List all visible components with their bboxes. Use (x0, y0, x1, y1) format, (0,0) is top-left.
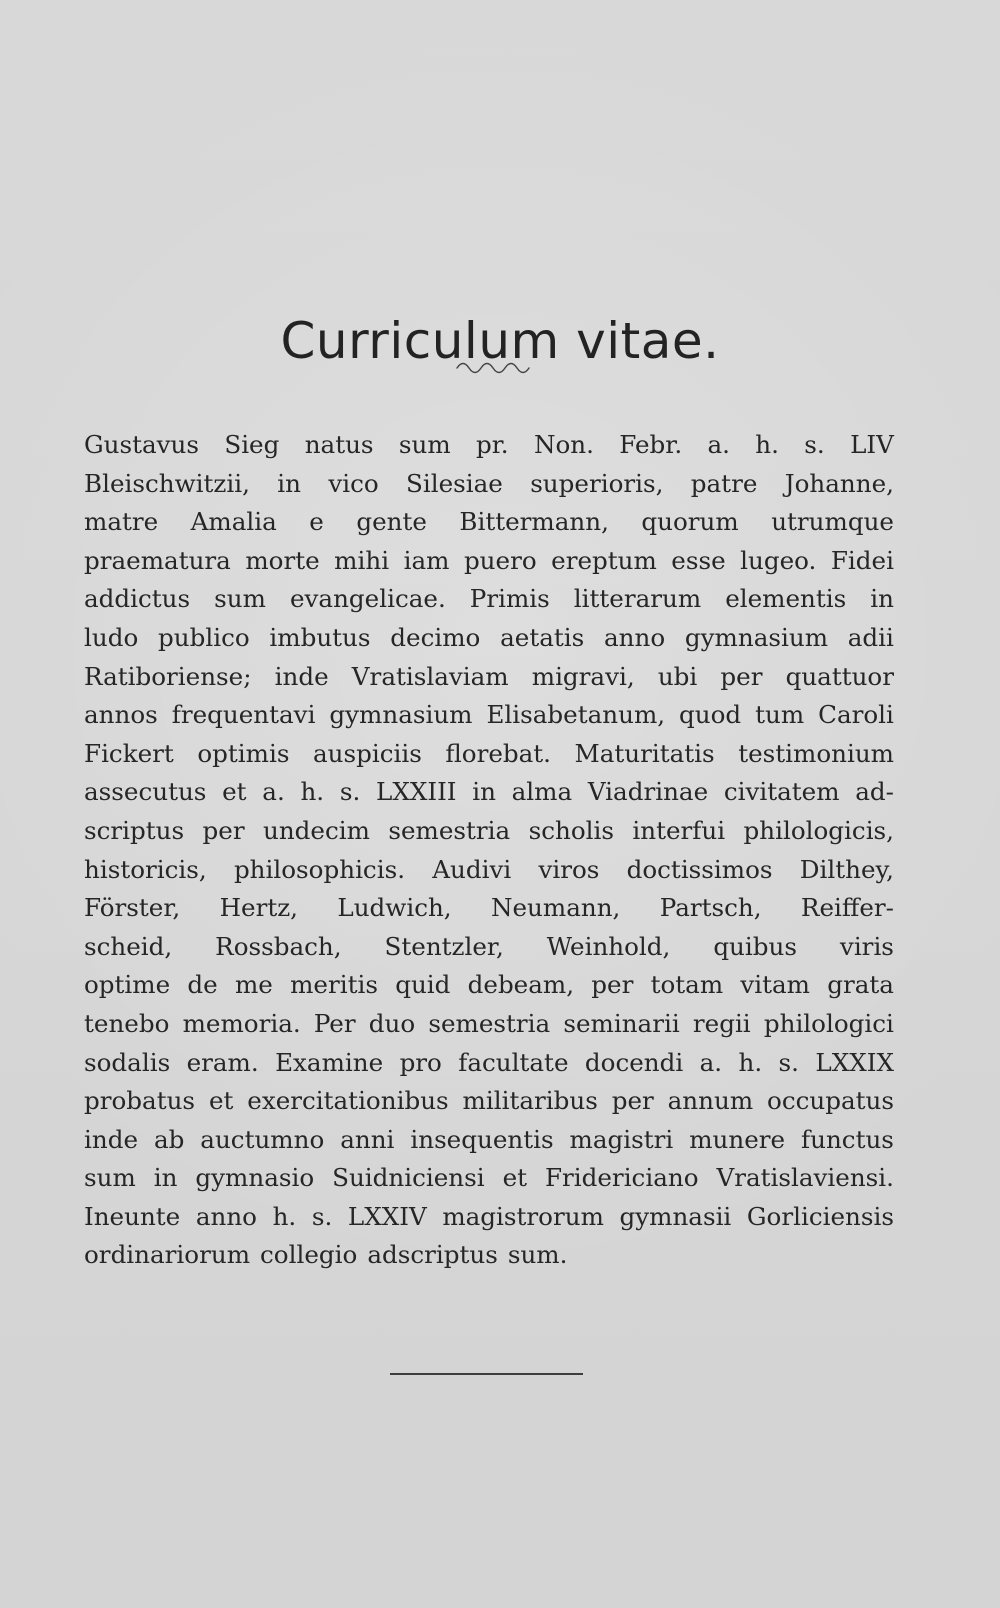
text-word: sum (214, 584, 266, 614)
text-word: per (202, 815, 245, 845)
text-word: Ludwich, (337, 893, 452, 923)
text-word: sum. (507, 1240, 568, 1270)
text-line (84, 1082, 894, 1121)
text-word: doctissimos (626, 854, 773, 884)
text-word: assecutus (84, 777, 207, 807)
text-word: Sieg (224, 430, 280, 459)
text-word: philologicis, (743, 815, 894, 845)
text-word: e (309, 507, 324, 537)
text-word: superioris, (530, 468, 664, 498)
text-word: semestria (428, 1008, 551, 1038)
text-word: per (611, 1086, 654, 1116)
text-word: vitam (740, 970, 811, 1000)
text-word: quattuor (785, 661, 894, 691)
text-word: Johanne, (784, 468, 894, 498)
text-word: h. (272, 1201, 297, 1231)
text-word: facultate (458, 1047, 569, 1077)
text-word: probatus (84, 1086, 196, 1116)
text-word: praematura (84, 545, 231, 575)
text-word: h. (300, 777, 325, 807)
page-title: Curriculum vitae. (280, 311, 720, 370)
text-word: Febr. (619, 430, 683, 459)
text-word: ludo (84, 622, 139, 652)
text-word: duo (368, 1008, 416, 1038)
text-line (84, 426, 894, 465)
text-word: per (720, 661, 763, 691)
text-word: h. (755, 430, 779, 459)
text-word: interfui (632, 815, 726, 845)
text-word: LIV (850, 430, 894, 459)
text-word: auspiciis (312, 738, 422, 768)
text-word: lugeo. (740, 545, 817, 575)
text-word: Viadrinae (587, 777, 709, 807)
text-word: totam (650, 970, 724, 1000)
text-word: anno (604, 622, 666, 652)
text-word: scriptus (84, 815, 185, 845)
text-word: Weinhold, (546, 931, 671, 961)
text-word: regii (692, 1008, 751, 1038)
text-word: Suidniciensi (332, 1163, 485, 1193)
text-line (84, 966, 894, 1005)
text-word: ad- (855, 777, 894, 807)
text-line (84, 542, 894, 581)
text-word: per (591, 970, 634, 1000)
text-word: a. (699, 1047, 723, 1077)
text-word: in (277, 468, 301, 498)
text-word: ereptum (551, 545, 657, 575)
text-word: anno (195, 1201, 257, 1231)
footer-rule (390, 1373, 583, 1375)
text-line (84, 735, 894, 774)
text-word: testimonium (738, 738, 894, 768)
text-word: insequentis (410, 1124, 554, 1154)
text-line (84, 619, 894, 658)
text-word: florebat. (445, 738, 552, 768)
text-word: Caroli (818, 700, 894, 730)
text-word: civitatem (723, 777, 840, 807)
text-word: in (153, 1163, 178, 1193)
text-word: Förster, (84, 893, 181, 923)
text-word: munere (689, 1124, 786, 1154)
text-word: Gorliciensis (746, 1201, 894, 1231)
text-word: Amalia (190, 507, 277, 537)
text-word: mihi (334, 545, 390, 575)
text-word: frequentavi (171, 700, 316, 730)
text-word: aetatis (500, 622, 585, 652)
text-word: optimis (197, 738, 290, 768)
text-word: Fickert (84, 738, 174, 768)
text-word: et (208, 1086, 234, 1116)
text-word: functus (801, 1124, 894, 1154)
text-word: optime (84, 970, 171, 1000)
text-word: occupatus (767, 1086, 894, 1116)
text-word: inde (274, 661, 329, 691)
text-word: pro (399, 1047, 442, 1077)
text-word: sum (84, 1163, 136, 1193)
text-line (84, 928, 894, 967)
text-line (84, 696, 894, 735)
text-word: magistri (569, 1124, 674, 1154)
text-word: philosophicis. (233, 854, 406, 884)
text-word: Per (313, 1008, 356, 1038)
text-word: sum (398, 430, 451, 459)
text-word: et (502, 1163, 528, 1193)
text-word: migravi, (531, 661, 635, 691)
text-word: inde (84, 1124, 139, 1154)
text-word: evangelicae. (289, 584, 446, 614)
text-word: LXXIX (815, 1047, 894, 1077)
text-word: vico (328, 468, 379, 498)
text-word: utrumque (771, 507, 894, 537)
text-word: Ratiboriense; (84, 661, 252, 691)
text-word: matre (84, 507, 159, 537)
text-word: pr. (476, 430, 509, 459)
text-word: exercitationibus (247, 1086, 449, 1116)
text-word: Vratislaviam (351, 661, 509, 691)
text-word: elementis (725, 584, 847, 614)
text-word: patre (690, 468, 758, 498)
text-word: in (472, 777, 496, 807)
text-word: adii (847, 622, 894, 652)
text-word: seminarii (563, 1008, 680, 1038)
text-word: anni (340, 1124, 395, 1154)
text-word: gymnasium (329, 700, 473, 730)
text-word: Examine (275, 1047, 384, 1077)
text-word: litterarum (573, 584, 702, 614)
text-line (84, 503, 894, 542)
text-word: s. (804, 430, 825, 459)
text-word: viros (538, 854, 600, 884)
text-word: s. (311, 1201, 333, 1231)
text-word: ordinariorum (84, 1240, 251, 1270)
text-line (84, 1159, 894, 1198)
text-word: Gustavus (84, 430, 200, 459)
text-word: Primis (469, 584, 550, 614)
text-word: sodalis (84, 1047, 171, 1077)
text-word: gymnasium (684, 622, 829, 652)
ornament-flourish (455, 358, 535, 376)
text-line (84, 851, 894, 890)
text-line (84, 1044, 894, 1083)
text-word: alma (511, 777, 573, 807)
text-word: Neumann, (490, 893, 621, 923)
text-word: Silesiae (406, 468, 503, 498)
text-word: Audivi (432, 854, 512, 884)
text-word: esse (671, 545, 726, 575)
text-line (84, 812, 894, 851)
text-word: Vratislaviensi. (716, 1163, 894, 1193)
text-word: a. (262, 777, 285, 807)
text-word: meritis (290, 970, 378, 1000)
text-word: ubi (657, 661, 698, 691)
text-word: ab (153, 1124, 185, 1154)
text-line (84, 465, 894, 504)
text-word: Dilthey, (799, 854, 894, 884)
text-word: quod (679, 700, 742, 730)
text-word: Stentzler, (384, 931, 504, 961)
text-line (84, 1005, 894, 1044)
text-word: eram. (186, 1047, 259, 1077)
text-word: me (234, 970, 273, 1000)
text-word: scholis (528, 815, 614, 845)
text-word: LXXIII (376, 777, 457, 807)
text-word: tum (755, 700, 805, 730)
text-word: auctumno (200, 1124, 325, 1154)
text-word: Maturitatis (574, 738, 715, 768)
text-word: s. (778, 1047, 799, 1077)
text-word: gente (356, 507, 427, 537)
text-word: Non. (533, 430, 594, 459)
text-word: undecim (262, 815, 370, 845)
text-word: Fidei (830, 545, 894, 575)
text-line (84, 1198, 894, 1237)
text-word: Reiffer- (800, 893, 894, 923)
text-word: Fridericiano (544, 1163, 699, 1193)
text-line (84, 580, 894, 619)
text-word: Hertz, (219, 893, 298, 923)
text-word: semestria (388, 815, 511, 845)
text-word: docendi (584, 1047, 684, 1077)
text-word: annos (84, 700, 158, 730)
text-line (84, 1236, 894, 1275)
text-word: decimo (390, 622, 481, 652)
text-word: morte (245, 545, 320, 575)
text-word: publico (158, 622, 250, 652)
text-word: Elisabetanum, (486, 700, 666, 730)
text-word: tenebo (84, 1008, 170, 1038)
text-word: viris (839, 931, 894, 961)
text-word: in (870, 584, 894, 614)
text-word: grata (827, 970, 894, 1000)
text-word: addictus (84, 584, 191, 614)
text-line (84, 658, 894, 697)
text-word: gymnasii (619, 1201, 732, 1231)
text-line (84, 1121, 894, 1160)
text-line (84, 889, 894, 928)
text-word: magistrorum (442, 1201, 604, 1231)
text-word: philologici (763, 1008, 894, 1038)
text-word: memoria. (182, 1008, 301, 1038)
text-word: et (222, 777, 247, 807)
text-line (84, 773, 894, 812)
text-word: natus (304, 430, 374, 459)
text-word: quorum (641, 507, 739, 537)
text-word: Bittermann, (459, 507, 609, 537)
text-word: debeam, (467, 970, 575, 1000)
text-word: puero (463, 545, 537, 575)
text-word: Bleischwitzii, (84, 468, 250, 498)
text-word: LXXIV (347, 1201, 427, 1231)
text-word: de (187, 970, 218, 1000)
text-word: Rossbach, (215, 931, 342, 961)
text-word: historicis, (84, 854, 207, 884)
text-word: annum (667, 1086, 754, 1116)
text-word: iam (403, 545, 450, 575)
text-word: quibus (713, 931, 797, 961)
body-text (84, 426, 894, 1275)
text-word: a. (707, 430, 730, 459)
text-word: collegio (260, 1240, 358, 1270)
text-word: adscriptus (367, 1240, 498, 1270)
text-word: Ineunte (84, 1201, 181, 1231)
text-word: s. (339, 777, 361, 807)
text-word: Partsch, (659, 893, 762, 923)
text-word: scheid, (84, 931, 173, 961)
text-word: quid (395, 970, 451, 1000)
text-word: militaribus (462, 1086, 598, 1116)
text-word: imbutus (269, 622, 371, 652)
text-word: h. (738, 1047, 763, 1077)
text-word: gymnasio (195, 1163, 315, 1193)
